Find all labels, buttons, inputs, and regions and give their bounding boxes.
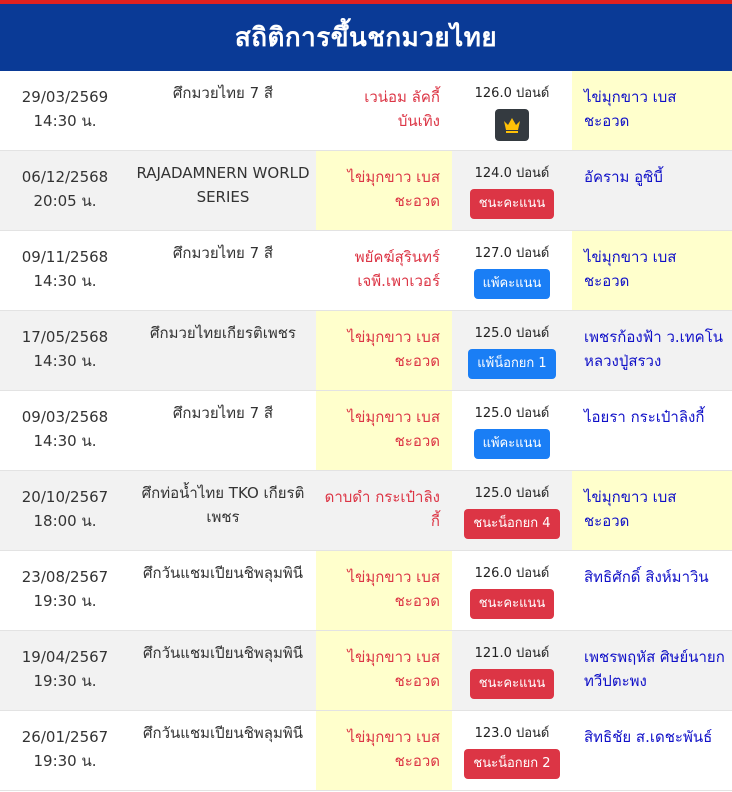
result-cell xyxy=(452,151,572,230)
red-corner-fighter[interactable]: เวน่อม ลัคกี้บันเทิง xyxy=(364,88,440,130)
red-corner-fighter[interactable]: ไข่มุกขาว เบส ชะอวด xyxy=(316,391,452,470)
event-name: ศึกวันแชมเปียนชิพลุมพินี xyxy=(143,564,303,582)
date-cell xyxy=(0,231,130,310)
fight-time: 19:30 น. xyxy=(33,592,97,610)
fight-time: 14:30 น. xyxy=(33,432,97,450)
result-cell xyxy=(452,231,572,310)
fight-date: 09/03/2568 xyxy=(21,408,109,426)
weight-label: 125.0 ปอนด์ xyxy=(474,486,550,501)
table-row xyxy=(0,311,732,391)
event-name: ศึกวันแชมเปียนชิพลุมพินี xyxy=(143,644,303,662)
red-corner-fighter[interactable]: พยัคฆ์สุรินทร์ เจพี.เพาเวอร์ xyxy=(354,248,440,290)
blue-corner-fighter[interactable]: สิทธิชัย ส.เดชะพันธ์ xyxy=(584,728,713,746)
weight-label: 126.0 ปอนด์ xyxy=(474,86,550,101)
blue-corner-fighter[interactable]: เพชรพฤหัส ศิษย์นายกทวีปตะพง xyxy=(584,648,725,690)
result-badge[interactable]: ชนะน็อกยก 4 xyxy=(464,509,559,539)
fight-date: 29/03/2569 xyxy=(21,88,109,106)
fight-date: 19/04/2567 xyxy=(21,648,109,666)
fight-time: 14:30 น. xyxy=(33,112,97,130)
event-name: ศึกมวยไทย 7 สี xyxy=(172,244,274,262)
fight-date: 20/10/2567 xyxy=(21,488,109,506)
fight-stats-table xyxy=(0,71,732,791)
weight-label: 125.0 ปอนด์ xyxy=(474,406,550,421)
date-cell xyxy=(0,71,130,150)
red-corner-fighter[interactable]: ดาบดำ กระเป๋าลิงกี้ xyxy=(324,488,440,530)
fight-date: 26/01/2567 xyxy=(21,728,109,746)
fight-time: 18:00 น. xyxy=(33,512,97,530)
result-cell xyxy=(452,391,572,470)
fight-time: 19:30 น. xyxy=(33,752,97,770)
result-badge[interactable]: ชนะคะแนน xyxy=(470,669,555,699)
weight-label: 121.0 ปอนด์ xyxy=(474,646,550,661)
result-badge[interactable]: ชนะน็อกยก 2 xyxy=(464,749,559,779)
result-badge[interactable]: แพ้คะแนน xyxy=(474,429,551,459)
blue-corner-fighter[interactable]: ไอยรา กระเป๋าลิงกี้ xyxy=(584,408,705,426)
result-badge[interactable]: ชนะคะแนน xyxy=(470,189,555,219)
table-row xyxy=(0,711,732,791)
result-badge[interactable]: แพ้คะแนน xyxy=(474,269,551,299)
page-title: สถิติการขึ้นชกมวยไทย xyxy=(0,4,732,71)
blue-corner-fighter[interactable]: เพชรก้องฟ้า ว.เทคโนหลวงปู่สรวง xyxy=(584,328,724,370)
event-name: ศึกมวยไทย 7 สี xyxy=(172,84,274,102)
crown-icon[interactable] xyxy=(495,109,529,141)
table-row xyxy=(0,231,732,311)
date-cell xyxy=(0,471,130,550)
result-cell xyxy=(452,631,572,710)
fight-time: 14:30 น. xyxy=(33,272,97,290)
weight-label: 124.0 ปอนด์ xyxy=(474,166,550,181)
event-name: RAJADAMNERN WORLD SERIES xyxy=(136,164,310,206)
date-cell xyxy=(0,551,130,630)
blue-corner-fighter[interactable]: ไข่มุกขาว เบส ชะอวด xyxy=(572,471,732,550)
weight-label: 127.0 ปอนด์ xyxy=(474,246,550,261)
result-badge[interactable]: แพ้น็อกยก 1 xyxy=(468,349,555,379)
result-cell xyxy=(452,311,572,390)
result-cell xyxy=(452,711,572,790)
red-corner-fighter[interactable]: ไข่มุกขาว เบส ชะอวด xyxy=(316,311,452,390)
fight-date: 06/12/2568 xyxy=(21,168,109,186)
table-row xyxy=(0,151,732,231)
date-cell xyxy=(0,631,130,710)
weight-label: 125.0 ปอนด์ xyxy=(474,326,550,341)
red-corner-fighter[interactable]: ไข่มุกขาว เบส ชะอวด xyxy=(316,631,452,710)
table-row xyxy=(0,391,732,471)
result-cell xyxy=(452,471,572,550)
blue-corner-fighter[interactable]: อัคราม อูซิบี้ xyxy=(584,168,663,186)
date-cell xyxy=(0,151,130,230)
blue-corner-fighter[interactable]: สิทธิศักดิ์ สิงห์มาวิน xyxy=(584,568,709,586)
event-name: ศึกท่อน้ำไทย TKO เกียรติเพชร xyxy=(141,484,305,526)
fight-time: 14:30 น. xyxy=(33,352,97,370)
blue-corner-fighter[interactable]: ไข่มุกขาว เบส ชะอวด xyxy=(572,71,732,150)
blue-corner-fighter[interactable]: ไข่มุกขาว เบส ชะอวด xyxy=(572,231,732,310)
table-row xyxy=(0,71,732,151)
result-badge[interactable]: ชนะคะแนน xyxy=(470,589,555,619)
event-name: ศึกวันแชมเปียนชิพลุมพินี xyxy=(143,724,303,742)
fight-time: 20:05 น. xyxy=(33,192,97,210)
table-row xyxy=(0,471,732,551)
red-corner-fighter[interactable]: ไข่มุกขาว เบส ชะอวด xyxy=(316,151,452,230)
red-corner-fighter[interactable]: ไข่มุกขาว เบส ชะอวด xyxy=(316,551,452,630)
date-cell xyxy=(0,711,130,790)
red-corner-fighter[interactable]: ไข่มุกขาว เบส ชะอวด xyxy=(316,711,452,790)
result-cell xyxy=(452,551,572,630)
event-name: ศึกมวยไทย 7 สี xyxy=(172,404,274,422)
weight-label: 126.0 ปอนด์ xyxy=(474,566,550,581)
fight-time: 19:30 น. xyxy=(33,672,97,690)
event-name: ศึกมวยไทยเกียรติเพชร xyxy=(150,324,296,342)
weight-label: 123.0 ปอนด์ xyxy=(474,726,550,741)
table-row xyxy=(0,631,732,711)
fight-date: 17/05/2568 xyxy=(21,328,109,346)
date-cell xyxy=(0,391,130,470)
result-cell xyxy=(452,71,572,150)
date-cell xyxy=(0,311,130,390)
fight-date: 09/11/2568 xyxy=(21,248,109,266)
fight-date: 23/08/2567 xyxy=(21,568,109,586)
table-row xyxy=(0,551,732,631)
